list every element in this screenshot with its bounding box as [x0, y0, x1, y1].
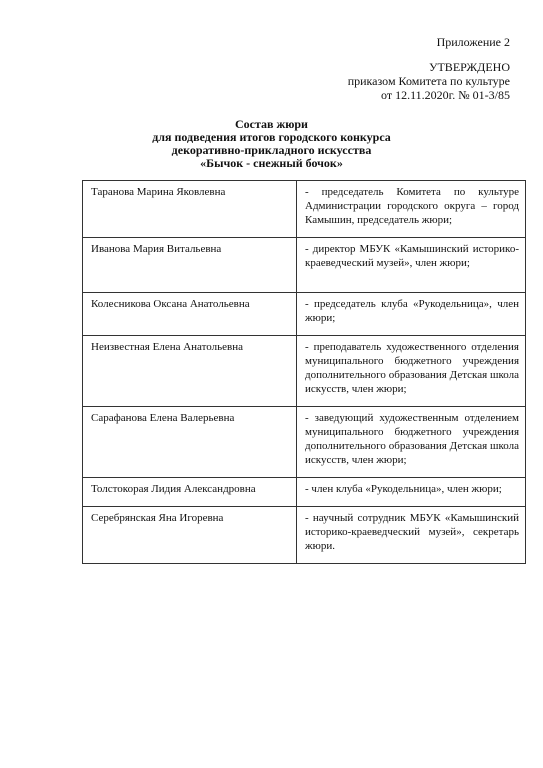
- jury-member-name: Толстокорая Лидия Александровна: [83, 478, 297, 507]
- title-line-3: декоративно-прикладного искусства: [171, 143, 372, 157]
- jury-member-role: - директор МБУК «Камышинский историко-краеведческий музей», член жюри;: [297, 238, 526, 293]
- table-row: [83, 181, 526, 238]
- approval-stamp-block: [348, 60, 510, 102]
- jury-member-role: - председатель Комитета по культуре Администрации городского округа – город Камышин, председатель жюри;: [297, 181, 526, 238]
- jury-member-name: Иванова Мария Витальевна: [83, 238, 297, 293]
- jury-member-role: - преподаватель художественного отделения муниципального бюджетного учреждения дополнительного образования Детская школа искусств, член жюри;: [297, 336, 526, 407]
- title-line-2: для подведения итогов городского конкурса: [152, 130, 391, 144]
- jury-member-name: Неизвестная Елена Анатольевна: [83, 336, 297, 407]
- title-line-4: «Бычок - снежный бочок»: [200, 156, 343, 170]
- jury-member-role: - член клуба «Рукодельница», член жюри;: [297, 478, 526, 507]
- table-row: [83, 478, 526, 507]
- title-line-1: Состав жюри: [235, 117, 308, 131]
- approved-by-order: приказом Комитета по культуре: [347, 74, 510, 88]
- table-row: [83, 407, 526, 478]
- jury-member-name: Колесникова Оксана Анатольевна: [83, 293, 297, 336]
- approved-heading: УТВЕРЖДЕНО: [428, 60, 510, 74]
- appendix-label: Приложение 2: [436, 35, 510, 49]
- jury-member-name: Сарафанова Елена Валерьевна: [83, 407, 297, 478]
- jury-member-name: Таранова Марина Яковлевна: [83, 181, 297, 238]
- approved-order-date-number: от 12.11.2020г. № 01-3/85: [381, 88, 510, 102]
- table-row: [83, 238, 526, 293]
- jury-member-role: - заведующий художественным отделением муниципального бюджетного учреждения дополнительного образования Детская школа искусств, член жюри;: [297, 407, 526, 478]
- jury-member-name: Серебрянская Яна Игоревна: [83, 507, 297, 564]
- table-row: [83, 336, 526, 407]
- jury-member-role: - научный сотрудник МБУК «Камышинский историко-краеведческий музей», секретарь жюри.: [297, 507, 526, 564]
- jury-member-role: - председатель клуба «Рукодельница», член жюри;: [297, 293, 526, 336]
- table-row: [83, 293, 526, 336]
- document-title: [0, 118, 543, 170]
- table-row: [83, 507, 526, 564]
- jury-table: [82, 180, 526, 564]
